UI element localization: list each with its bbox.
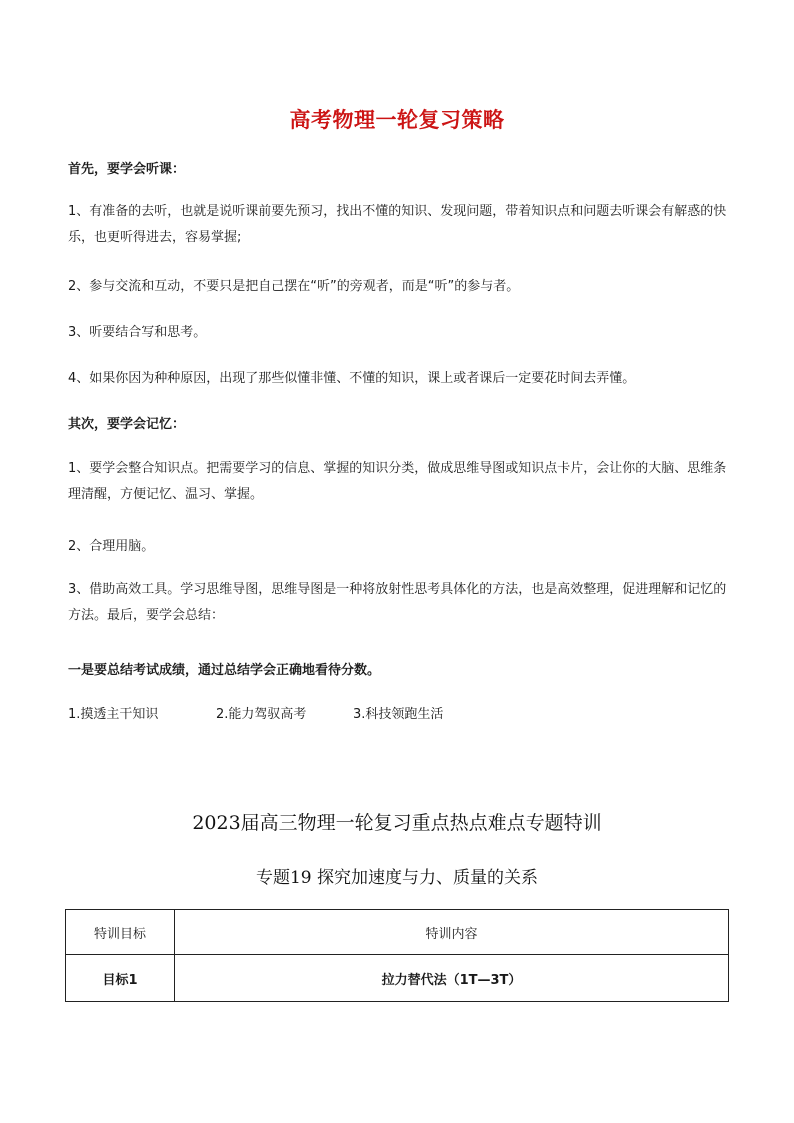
summary-item-2: 2.能力驾驭高考: [216, 707, 307, 722]
section1-item-2: 2、参与交流和互动，不要只是把自己摆在“听”的旁观者，而是“听”的参与者。: [68, 279, 520, 294]
summary-items: [68, 703, 443, 722]
section1-item-1: 1、有准备的去听，也就是说听课前要先预习，找出不懂的知识、发现问题，带着知识点和问题去听课会有解惑的快乐，也更听得进去，容易掌握;: [68, 204, 727, 245]
table-header-content: 特训内容: [175, 910, 729, 955]
summary-item-3: 3.科技领跑生活: [353, 707, 444, 722]
section2-item-3: 3、借助高效工具。学习思维导图，思维导图是一种将放射性思考具体化的方法，也是高效整理，促进理解和记忆的方法。最后，要学会总结：: [68, 582, 727, 623]
table-row: [66, 955, 729, 1002]
summary-line: 一是要总结考试成绩，通过总结学会正确地看待分数。: [68, 663, 381, 678]
table-cell-target: 目标1: [66, 955, 175, 1002]
section1-item-4: 4、如果你因为种种原因，出现了那些似懂非懂、不懂的知识，课上或者课后一定要花时间去弄懂。: [68, 371, 636, 386]
section2-item-2: 2、合理用脑。: [68, 539, 155, 554]
topic-title: 专题19 探究加速度与力、质量的关系: [255, 868, 539, 888]
section1-heading: 首先，要学会听课：: [68, 162, 186, 177]
section1-item-3: 3、听要结合写和思考。: [68, 325, 207, 340]
table-cell-content: 拉力替代法（1T—3T）: [175, 955, 729, 1002]
section2-item-1: 1、要学会整合知识点。把需要学习的信息、掌握的知识分类，做成思维导图或知识点卡片，会让你的大脑、思维条理清醒，方便记忆、温习、掌握。: [68, 461, 727, 502]
section2-heading: 其次，要学会记忆：: [68, 417, 186, 432]
page-title: 高考物理一轮复习策略: [289, 108, 505, 132]
targets-table: [65, 909, 729, 1002]
table-header-row: [66, 910, 729, 955]
table-header-target: 特训目标: [66, 910, 175, 955]
doc-title: 2023届高三物理一轮复习重点热点难点专题特训: [192, 812, 602, 834]
summary-item-1: 1.摸透主干知识: [68, 707, 159, 722]
